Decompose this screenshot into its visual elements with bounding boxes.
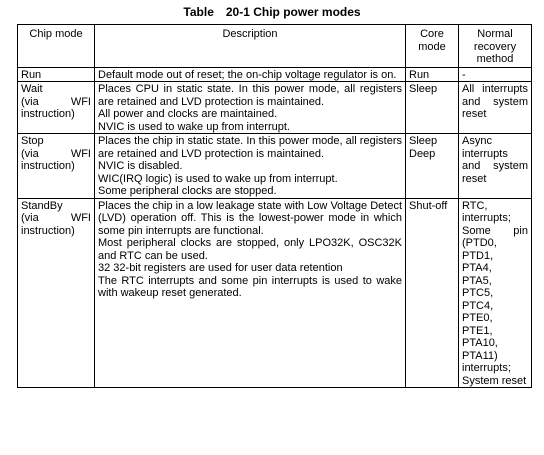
- cell-line: PTA5,: [462, 274, 492, 287]
- cell-line: Async interrupts and system reset: [462, 135, 528, 185]
- cell-recovery-method: [459, 67, 532, 82]
- cell-line: All power and clocks are maintained.: [98, 108, 278, 120]
- cell-line: PTA11): [462, 349, 498, 362]
- cell-line: NVIC is disabled.: [98, 160, 183, 172]
- cell-chip-mode: [18, 82, 95, 134]
- table-row: [18, 134, 532, 199]
- header-recovery-method: Normal recovery method: [459, 25, 532, 68]
- cell-description: [95, 67, 406, 82]
- cell-line: Wait: [21, 83, 43, 95]
- cell-line: PTA10,: [462, 337, 498, 349]
- header-description: Description: [95, 25, 406, 68]
- header-chip-mode: Chip mode: [18, 25, 95, 68]
- cell-line: Default mode out of reset; the on-chip voltage regulator is on.: [98, 68, 397, 81]
- header-row: [18, 25, 532, 68]
- caption-label: Table: [183, 5, 214, 19]
- cell-line: PTA4,: [462, 262, 492, 274]
- cell-line: The RTC interrupts and some pin interrupts is used to wake with wakeup reset generated.: [98, 274, 402, 299]
- cell-line: Shut-off: [409, 199, 448, 212]
- cell-core-mode: [406, 198, 459, 388]
- cell-core-mode: [406, 67, 459, 82]
- cell-line: Stop: [21, 135, 44, 147]
- cell-line: NVIC is used to wake up from interrupt.: [98, 120, 290, 133]
- cell-line: WIC(IRQ logic) is used to wake up from interrupt.: [98, 172, 338, 185]
- header-core-mode: Core mode: [406, 25, 459, 68]
- cell-core-mode: [406, 134, 459, 199]
- cell-line: PTD1,: [462, 249, 494, 262]
- cell-recovery-method: [459, 82, 532, 134]
- cell-line: System reset: [462, 374, 527, 387]
- cell-recovery-method: [459, 198, 532, 388]
- cell-line: Places the chip in static state. In this power mode, all registers are retained and LVD protection is maintained.: [98, 135, 402, 160]
- cell-line: All interrupts and system reset: [462, 83, 528, 120]
- cell-line: Deep: [409, 147, 436, 160]
- cell-line: (via WFI instruction): [21, 212, 91, 237]
- cell-line: Places the chip in a low leakage state with Low Voltage Detect (LVD) operation off. This is the lowest-power mode in which some pin interrupts are functional.: [98, 199, 402, 237]
- cell-line: Some pin (PTD0,: [462, 224, 528, 249]
- cell-line: Places CPU in static state. In this power mode, all registers are retained and LVD protection is maintained.: [98, 83, 402, 108]
- cell-line: Run: [21, 68, 42, 81]
- table-caption: [0, 5, 544, 19]
- cell-line: Sleep: [409, 135, 438, 147]
- cell-line: -: [462, 68, 466, 81]
- cell-line: (via WFI instruction): [21, 147, 91, 172]
- cell-recovery-method: [459, 134, 532, 199]
- cell-line: PTC5,: [462, 287, 494, 299]
- cell-line: Run: [409, 68, 430, 81]
- cell-line: Some peripheral clocks are stopped.: [98, 185, 277, 197]
- power-modes-table: [17, 24, 532, 388]
- table-row: [18, 67, 532, 82]
- cell-chip-mode: [18, 134, 95, 199]
- cell-core-mode: [406, 82, 459, 134]
- cell-chip-mode: [18, 198, 95, 388]
- cell-line: (via WFI instruction): [21, 95, 91, 120]
- cell-line: PTC4,: [462, 299, 494, 312]
- cell-line: 32 32-bit registers are used for user data retention: [98, 262, 343, 274]
- cell-chip-mode: [18, 67, 95, 82]
- caption-title: 20-1 Chip power modes: [225, 5, 361, 19]
- cell-description: [95, 82, 406, 134]
- cell-line: Most peripheral clocks are stopped, only LPO32K, OSC32K and RTC can be used.: [98, 237, 402, 262]
- cell-line: StandBy: [21, 199, 63, 212]
- cell-line: PTE1,: [462, 324, 493, 337]
- cell-line: PTE0,: [462, 312, 493, 324]
- cell-line: Sleep: [409, 83, 438, 95]
- cell-line: interrupts;: [462, 362, 511, 374]
- cell-description: [95, 134, 406, 199]
- table-row: [18, 82, 532, 134]
- cell-description: [95, 198, 406, 388]
- table-row: [18, 198, 532, 388]
- cell-line: RTC, interrupts;: [462, 199, 511, 224]
